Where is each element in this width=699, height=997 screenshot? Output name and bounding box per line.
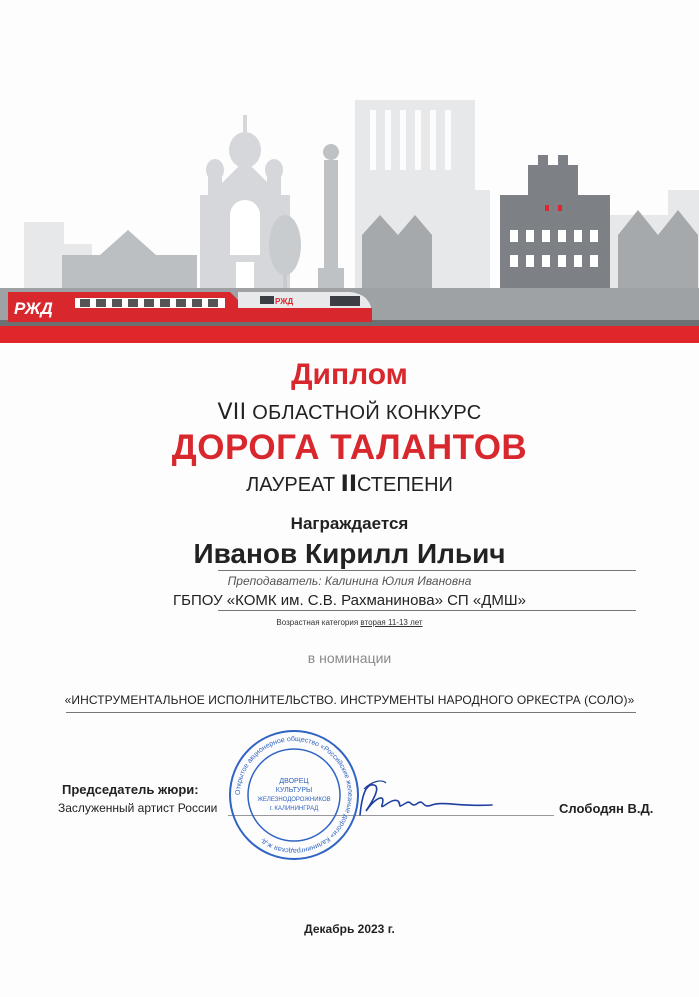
jury-chair-name: Слободян В.Д.	[559, 801, 654, 816]
jury-chair-rank: Заслуженный артист России	[58, 801, 218, 815]
age-value: вторая 11-13 лет	[360, 618, 423, 627]
nomination-underline	[66, 712, 636, 713]
school-underline	[218, 610, 636, 611]
awarded-label: Награждается	[290, 514, 409, 533]
age-category	[0, 618, 699, 627]
official-stamp	[226, 727, 362, 863]
rzd-logo-large: РЖД	[14, 299, 53, 318]
svg-text:КУЛЬТУРЫ: КУЛЬТУРЫ	[275, 787, 313, 794]
teacher-line: Преподаватель: Калинина Юлия Ивановна	[227, 574, 472, 588]
contest-number: VII	[217, 400, 247, 425]
age-label: Возрастная категория	[276, 618, 359, 627]
svg-text:ЖЕЛЕЗНОДОРОЖНИКОВ: ЖЕЛЕЗНОДОРОЖНИКОВ	[257, 797, 331, 803]
svg-text:Открытое акционерное общество: Открытое акционерное общество «Российские железные дороги» Калининградская ж.д.	[234, 735, 354, 855]
contest-subtitle	[0, 400, 699, 425]
diploma-title: Диплом	[291, 358, 408, 391]
city-skyline-banner	[0, 0, 699, 345]
nomination-label: в номинации	[307, 650, 392, 666]
signature	[352, 775, 502, 825]
recipient-name: Иванов Кирилл Ильич	[193, 538, 506, 569]
laureate-line	[0, 472, 699, 497]
name-underline	[218, 570, 636, 571]
rzd-logo: РЖД	[275, 297, 294, 306]
train-illustration	[8, 292, 372, 322]
svg-text:ДВОРЕЦ: ДВОРЕЦ	[279, 778, 309, 785]
jury-chair-title: Председатель жюри:	[62, 782, 199, 797]
issue-date: Декабрь 2023 г.	[304, 922, 395, 936]
red-divider	[0, 326, 699, 343]
laureate-degree: II	[340, 472, 358, 497]
degree-word: СТЕПЕНИ	[357, 474, 453, 496]
laureate-word: ЛАУРЕАТ	[246, 474, 336, 496]
svg-text:г. КАЛИНИНГРАД: г. КАЛИНИНГРАД	[269, 806, 319, 812]
nomination-text: «ИНСТРУМЕНТАЛЬНОЕ ИСПОЛНИТЕЛЬСТВО. ИНСТРУМЕНТЫ НАРОДНОГО ОРКЕСТРА (СОЛО)»	[64, 693, 635, 707]
school-name: ГБПОУ «КОМК им. С.В. Рахманинова» СП «ДМШ»	[173, 592, 526, 609]
contest-level: ОБЛАСТНОЙ КОНКУРС	[252, 402, 482, 424]
contest-name: ДОРОГА ТАЛАНТОВ	[171, 428, 528, 467]
